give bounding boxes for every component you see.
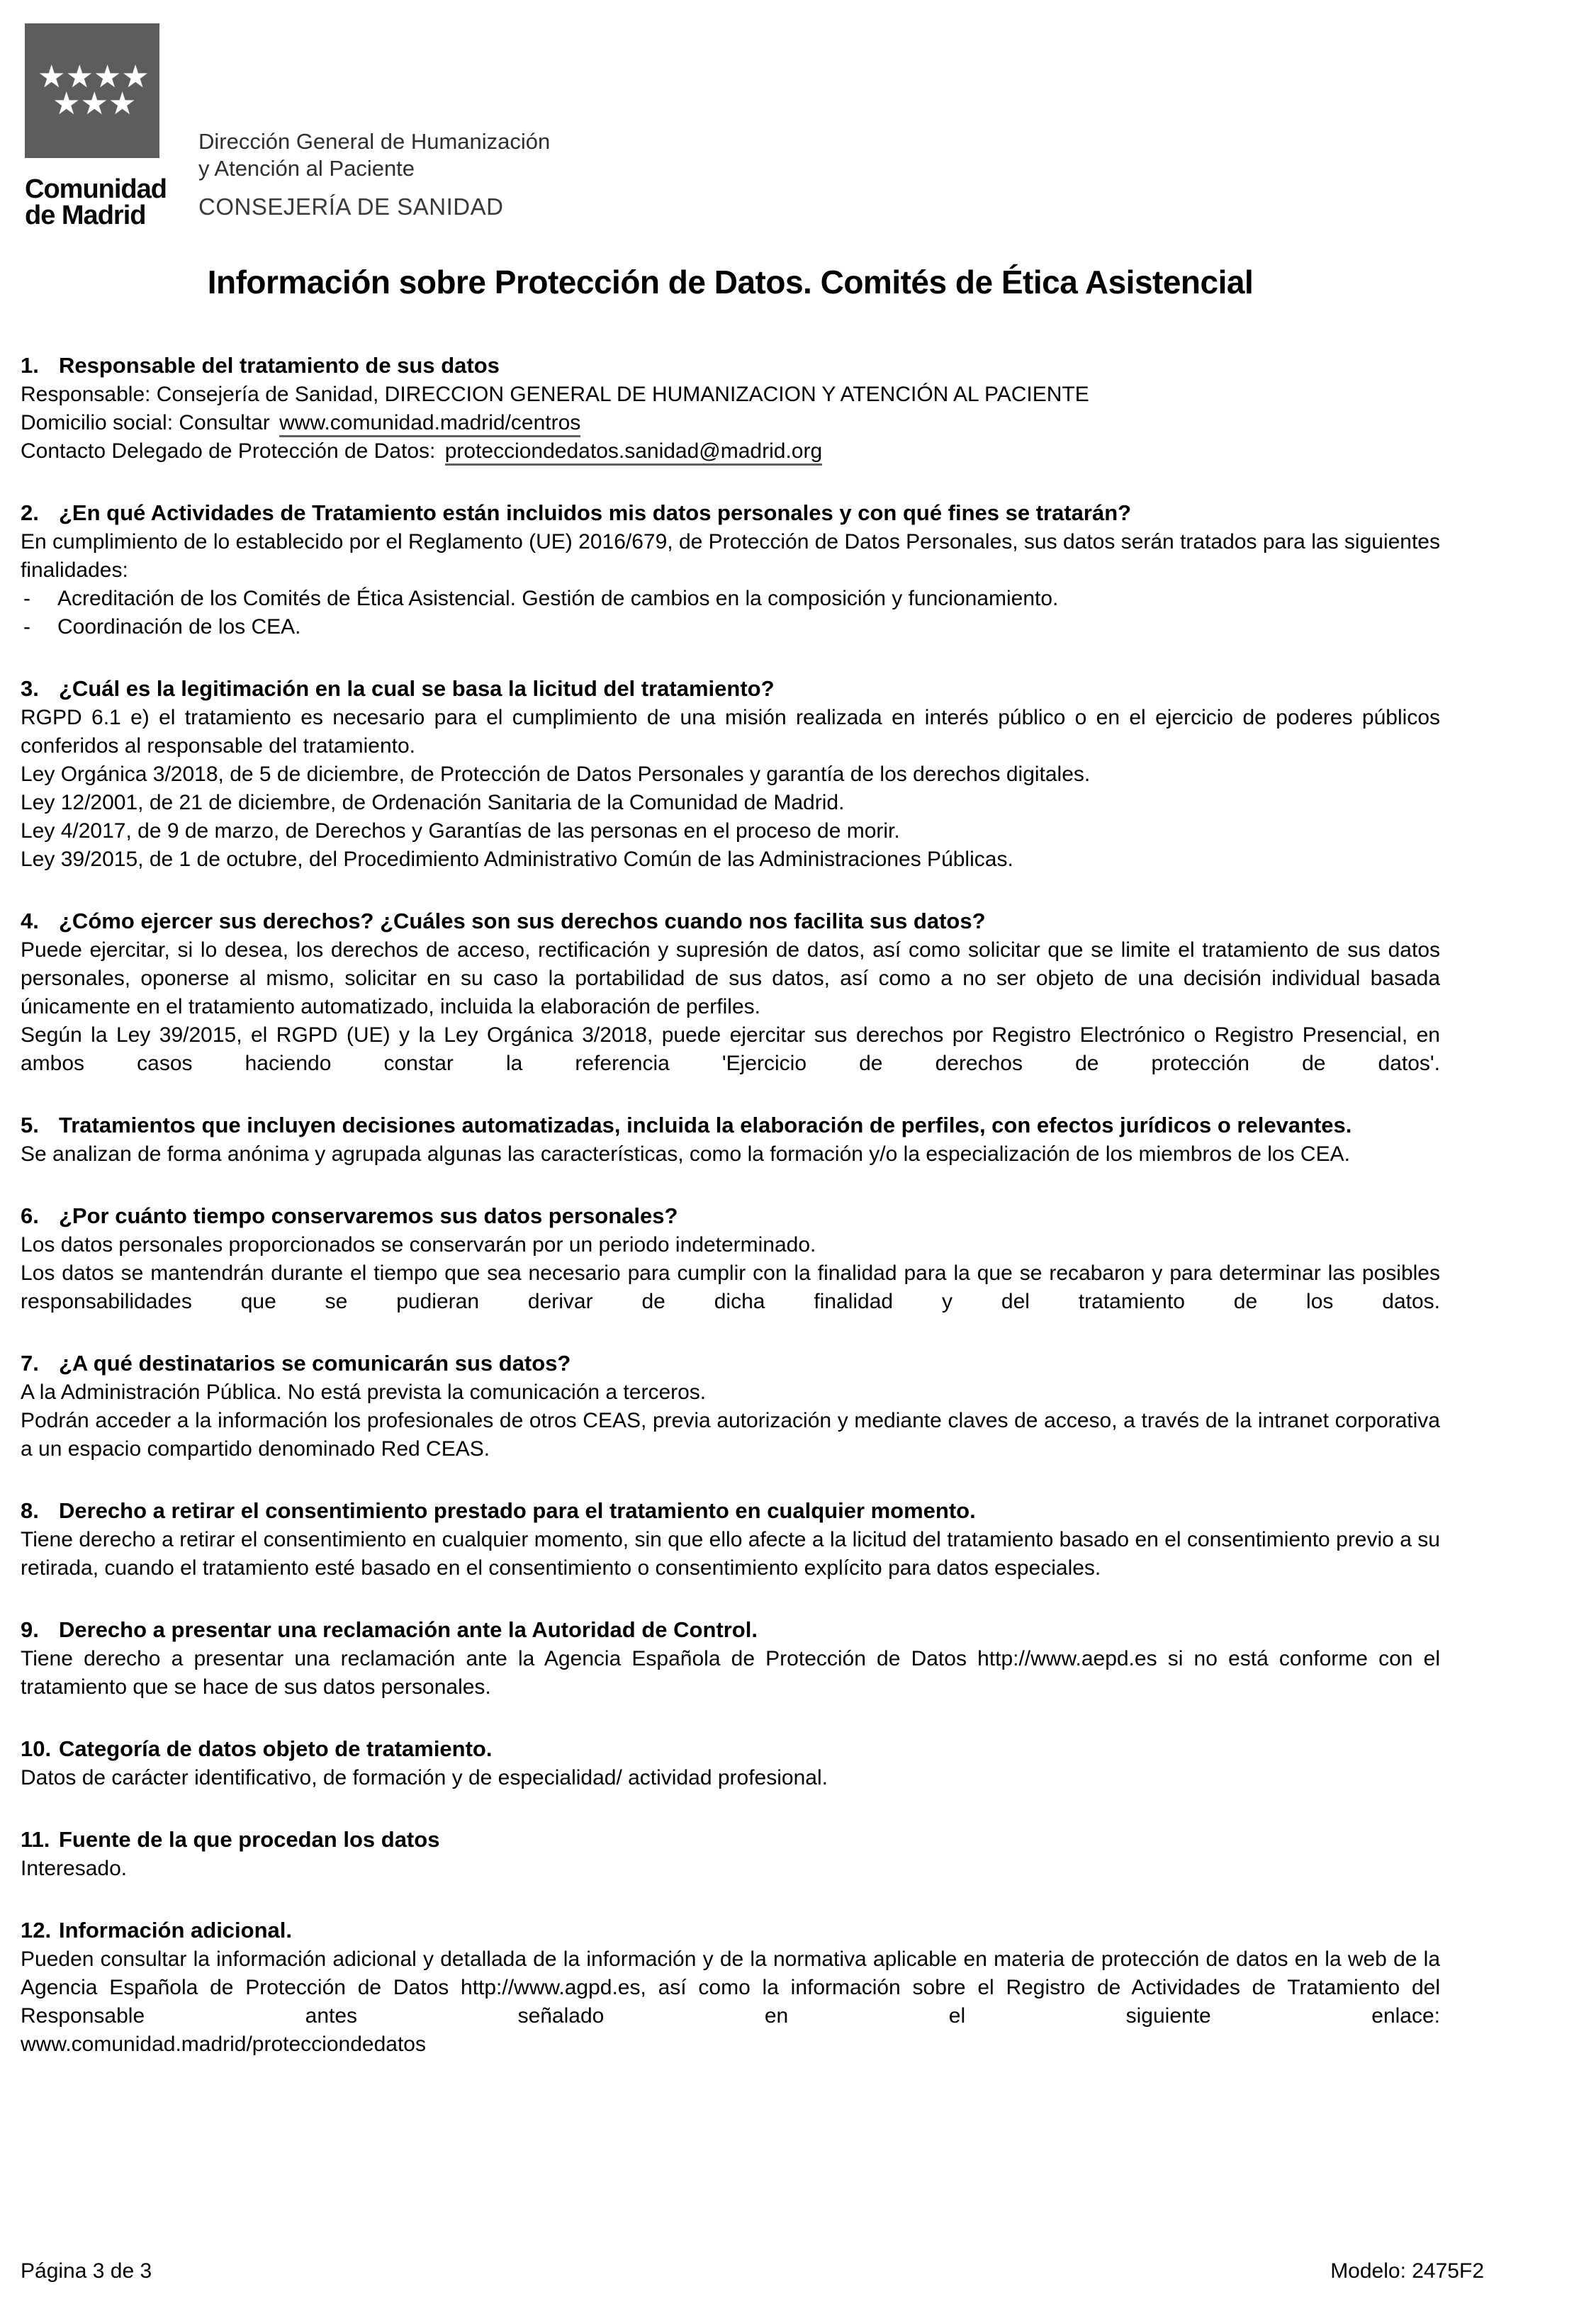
- paragraph: Podrán acceder a la información los profesionales de otros CEAS, previa autorización y mediante claves de acceso, a través de la intranet corporativa a un espacio compartido denominado Red CEAS.: [21, 1409, 1440, 1461]
- section-number: 6.: [21, 1203, 39, 1228]
- section-heading: [21, 1615, 1440, 1645]
- responsable-line: Responsable: Consejería de Sanidad, DIRECCION GENERAL DE HUMANIZACION Y ATENCIÓN AL PACIENTE: [21, 383, 1089, 406]
- section-2-actividades: [21, 498, 1440, 641]
- department-name: [198, 128, 550, 182]
- section-number: 1.: [21, 353, 39, 378]
- section-heading: [21, 1916, 1440, 1945]
- section-9-reclamacion: [21, 1615, 1440, 1702]
- section-heading-text: ¿En qué Actividades de Tratamiento están incluidos mis datos personales y con qué fines se tratarán?: [59, 500, 1132, 525]
- bullet-dash-icon: -: [23, 615, 30, 639]
- law-reference-line: Ley Orgánica 3/2018, de 5 de diciembre, de Protección de Datos Personales y garantía de los derechos digitales.: [21, 763, 1091, 786]
- section-10-categoria-datos: [21, 1734, 1440, 1792]
- section-heading-text: Información adicional.: [59, 1918, 292, 1943]
- section-6-conservacion: [21, 1201, 1440, 1316]
- bullet-dash-icon: -: [23, 587, 30, 610]
- proteccion-datos-url: www.comunidad.madrid/protecciondedatos: [21, 2033, 426, 2056]
- department-line1: Dirección General de Humanización: [198, 129, 551, 154]
- section-heading: [21, 674, 1440, 704]
- model-code: Modelo: 2475F2: [1330, 2259, 1484, 2283]
- section-number: 5.: [21, 1113, 39, 1137]
- section-heading-text: Categoría de datos objeto de tratamiento.: [59, 1736, 493, 1761]
- paragraph: Los datos se mantendrán durante el tiempo que sea necesario para cumplir con la finalidad para la que se recabaron y para determinar las posibles responsabilidades que se pudieran derivar de dicha finalidad y del tratamiento de los datos.: [21, 1261, 1440, 1313]
- section-number: 8.: [21, 1498, 39, 1523]
- section-heading: [21, 1349, 1440, 1378]
- section-heading-text: Derecho a presentar una reclamación ante la Autoridad de Control.: [59, 1617, 758, 1642]
- section-number: 7.: [21, 1351, 39, 1376]
- section-number: 2.: [21, 500, 39, 525]
- section-heading-text: Fuente de la que procedan los datos: [59, 1827, 440, 1852]
- document-header: [21, 23, 1440, 230]
- section-number: 12.: [21, 1918, 52, 1943]
- section-1-responsable: [21, 351, 1440, 466]
- section-heading: [21, 1496, 1440, 1526]
- section-12-informacion-adicional: [21, 1916, 1440, 2059]
- domicilio-label: Domicilio social: Consultar: [21, 411, 276, 434]
- paragraph: A la Administración Pública. No está prevista la comunicación a terceros.: [21, 1381, 707, 1404]
- brand-line2: de Madrid: [25, 201, 146, 230]
- bullet-text: Coordinación de los CEA.: [57, 615, 301, 639]
- flag-stars-row1-icon: ★★★★: [38, 60, 150, 94]
- section-heading-text: ¿A qué destinatarios se comunicarán sus datos?: [59, 1351, 571, 1376]
- section-heading: [21, 1825, 1440, 1855]
- law-reference-line: Ley 39/2015, de 1 de octubre, del Procedimiento Administrativo Común de las Administraciones Públicas.: [21, 848, 1013, 871]
- page-title: Información sobre Protección de Datos. Comités de Ética Asistencial: [207, 264, 1254, 300]
- dpd-email-link[interactable]: protecciondedatos.sanidad@madrid.org: [445, 439, 822, 466]
- section-number: 9.: [21, 1617, 39, 1642]
- contacto-dpd-line: [21, 437, 1440, 466]
- bullet-text: Acreditación de los Comités de Ética Asistencial. Gestión de cambios en la composición y funcionamiento.: [57, 587, 1059, 610]
- section-heading-text: ¿Cuál es la legitimación en la cual se basa la licitud del tratamiento?: [59, 676, 775, 701]
- comunidad-madrid-wordmark: [25, 176, 167, 229]
- section-7-destinatarios: [21, 1349, 1440, 1463]
- flag-stars-row2-icon: ★★★: [52, 86, 137, 121]
- list-item: [21, 613, 1440, 641]
- section-heading-text: ¿Cómo ejercer sus derechos? ¿Cuáles son sus derechos cuando nos facilita sus datos?: [59, 909, 986, 933]
- page-indicator: Página 3 de 3: [21, 2259, 152, 2283]
- section-heading-text: ¿Por cuánto tiempo conservaremos sus datos personales?: [59, 1203, 678, 1228]
- paragraph: Interesado.: [21, 1857, 128, 1880]
- section-heading: [21, 906, 1440, 936]
- section-heading: [21, 1201, 1440, 1231]
- centros-link[interactable]: www.comunidad.madrid/centros: [279, 411, 580, 437]
- section-number: 3.: [21, 676, 39, 701]
- section-heading: [21, 1111, 1440, 1140]
- paragraph: RGPD 6.1 e) el tratamiento es necesario para el cumplimiento de una misión realizada en interés público o en el ejercicio de poderes públicos conferidos al responsable del tratamiento.: [21, 706, 1440, 758]
- paragraph: Tiene derecho a presentar una reclamación ante la Agencia Española de Protección de Datos http://www.aepd.es si no está conforme con el tratamiento que se hace de sus datos personales.: [21, 1647, 1440, 1699]
- paragraph: Tiene derecho a retirar el consentimiento en cualquier momento, sin que ello afecte a la licitud del tratamiento basado en el consentimiento previo a su retirada, cuando el tratamiento esté basado en el consentimiento o consentimiento explícito para datos especiales.: [21, 1528, 1440, 1580]
- section-number: 11.: [21, 1827, 50, 1852]
- section-3-legitimacion: [21, 674, 1440, 874]
- section-4-derechos: [21, 906, 1440, 1078]
- section-number: 10.: [21, 1736, 52, 1761]
- domicilio-line: [21, 409, 1440, 437]
- paragraph: Se analizan de forma anónima y agrupada algunas las características, como la formación y/o la especialización de los miembros de los CEA.: [21, 1142, 1350, 1166]
- section-heading-text: Derecho a retirar el consentimiento prestado para el tratamiento en cualquier momento.: [59, 1498, 976, 1523]
- paragraph: Los datos personales proporcionados se conservarán por un periodo indeterminado.: [21, 1233, 816, 1257]
- section-heading-text: Responsable del tratamiento de sus datos: [59, 353, 500, 378]
- contacto-label: Contacto Delegado de Protección de Datos:: [21, 439, 442, 463]
- section-heading: [21, 351, 1440, 381]
- paragraph: Puede ejercitar, si lo desea, los derechos de acceso, rectificación y supresión de datos, así como solicitar que se limite el tratamiento de sus datos personales, oponerse al mismo, solicitar en su caso la portabilidad de sus datos, así como a no ser objeto de una decisión individual basada únicamente en el tratamiento automatizado, incluida la elaboración de perfiles.: [21, 938, 1440, 1018]
- law-reference-line: Ley 4/2017, de 9 de marzo, de Derechos y Garantías de las personas en el proceso de morir.: [21, 819, 900, 843]
- paragraph: Datos de carácter identificativo, de formación y de especialidad/ actividad profesional.: [21, 1766, 828, 1789]
- department-line2: y Atención al Paciente: [198, 156, 415, 181]
- list-item: [21, 585, 1440, 613]
- paragraph: Pueden consultar la información adicional y detallada de la información y de la normativa aplicable en materia de protección de datos en la web de la Agencia Española de Protección de Datos http://www.agpd.es, así como la información sobre el Registro de Actividades de Tratamiento del Responsable antes señalado en el siguiente enlace:: [21, 1947, 1440, 2028]
- page-footer: [21, 2258, 1484, 2285]
- section-11-fuente-datos: [21, 1825, 1440, 1883]
- brand-line1: Comunidad: [25, 174, 167, 204]
- section-8-retirar-consentimiento: [21, 1496, 1440, 1583]
- section-heading: [21, 1734, 1440, 1764]
- paragraph: Según la Ley 39/2015, el RGPD (UE) y la Ley Orgánica 3/2018, puede ejercitar sus derechos por Registro Electrónico o Registro Presencial, en ambos casos haciendo constar la referencia 'Ejercicio de derechos de protección de datos'.: [21, 1023, 1440, 1075]
- law-reference-line: Ley 12/2001, de 21 de diciembre, de Ordenación Sanitaria de la Comunidad de Madrid.: [21, 791, 845, 814]
- section-number: 4.: [21, 909, 39, 933]
- section-heading-text: Tratamientos que incluyen decisiones automatizadas, incluida la elaboración de perfiles, con efectos jurídicos o relevantes.: [59, 1113, 1352, 1137]
- comunidad-madrid-flag-logo: [25, 23, 159, 158]
- section-5-decisiones-automatizadas: [21, 1111, 1440, 1169]
- council-name: CONSEJERÍA DE SANIDAD: [198, 193, 504, 220]
- section-heading: [21, 498, 1440, 528]
- paragraph: En cumplimiento de lo establecido por el Reglamento (UE) 2016/679, de Protección de Datos Personales, sus datos serán tratados para las siguientes finalidades:: [21, 530, 1440, 582]
